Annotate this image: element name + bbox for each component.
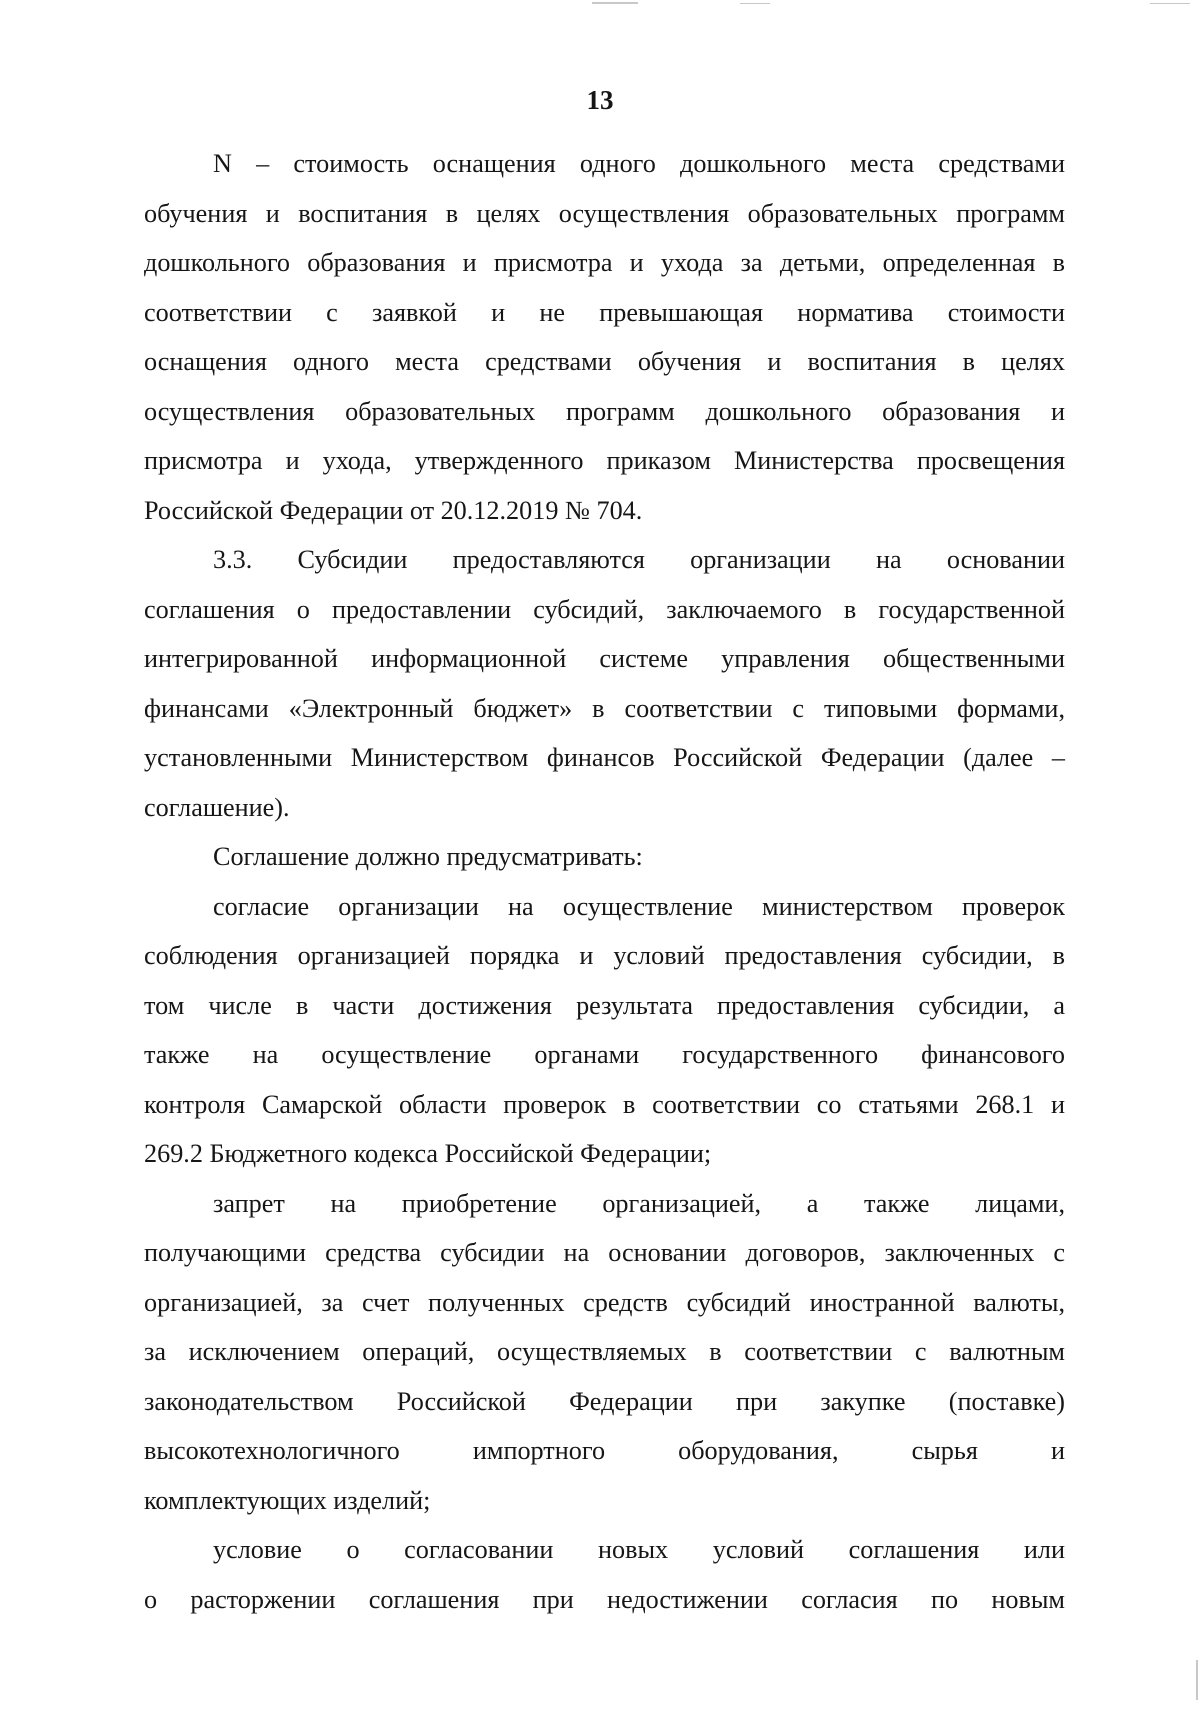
- text-line: Соглашение должно предусматривать:: [213, 842, 643, 871]
- text-line: соглашения о предоставлении субсидий, заключаемого в государственной: [144, 594, 1065, 624]
- text-line: о расторжении соглашения при недостижении согласия по новым: [144, 1584, 1065, 1614]
- text-line: соглашение).: [144, 792, 290, 822]
- text-line: 3.3. Субсидии предоставляются организации на основании: [213, 545, 1065, 574]
- scan-artifact: [740, 3, 770, 4]
- text-line: соблюдения организацией порядка и условий предоставления субсидии, в: [144, 941, 1065, 970]
- text-line: осуществления образовательных программ дошкольного образования и: [144, 396, 1065, 426]
- text-line: контроля Самарской области проверок в соответствии со статьями 268.1 и: [144, 1089, 1065, 1119]
- page-number: 13: [586, 85, 614, 115]
- text-line: соответствии с заявкой и не превышающая норматива стоимости: [144, 297, 1065, 327]
- scan-artifact: [1150, 3, 1190, 4]
- text-line: финансами «Электронный бюджет» в соответствии с типовыми формами,: [144, 693, 1065, 723]
- text-line: высокотехнологичного импортного оборудования, сырья и: [144, 1436, 1065, 1465]
- text-line: установленными Министерством финансов Российской Федерации (далее –: [144, 743, 1065, 772]
- text-line: N – стоимость оснащения одного дошкольного места средствами: [213, 149, 1065, 178]
- text-line: также на осуществление органами государственного финансового: [144, 1040, 1065, 1069]
- text-line: присмотра и ухода, утвержденного приказом Министерства просвещения: [144, 446, 1065, 475]
- text-line: том числе в части достижения результата предоставления субсидии, а: [144, 990, 1065, 1020]
- text-line: условие о согласовании новых условий соглашения или: [213, 1535, 1065, 1564]
- scan-artifact: [592, 2, 638, 4]
- text-line: оснащения одного места средствами обучения и воспитания в целях: [144, 347, 1065, 376]
- text-line: обучения и воспитания в целях осуществления образовательных программ: [144, 198, 1065, 228]
- text-line: получающими средства субсидии на основании договоров, заключенных с: [144, 1238, 1065, 1267]
- text-line: организацией, за счет полученных средств субсидий иностранной валюты,: [144, 1287, 1065, 1317]
- text-line: запрет на приобретение организацией, а также лицами,: [213, 1188, 1065, 1218]
- text-line: за исключением операций, осуществляемых в соответствии с валютным: [144, 1337, 1065, 1366]
- text-line: Российской Федерации от 20.12.2019 № 704.: [144, 495, 643, 525]
- text-line: согласие организации на осуществление министерством проверок: [213, 891, 1065, 921]
- text-line: интегрированной информационной системе управления общественными: [144, 644, 1065, 673]
- body-text: [144, 139, 1065, 1624]
- scan-artifact: [1196, 1660, 1198, 1700]
- text-line: 269.2 Бюджетного кодекса Российской Федерации;: [144, 1139, 712, 1168]
- text-line: законодательством Российской Федерации при закупке (поставке): [144, 1386, 1065, 1416]
- text-line: комплектующих изделий;: [144, 1485, 431, 1515]
- text-line: дошкольного образования и присмотра и ухода за детьми, определенная в: [144, 248, 1065, 277]
